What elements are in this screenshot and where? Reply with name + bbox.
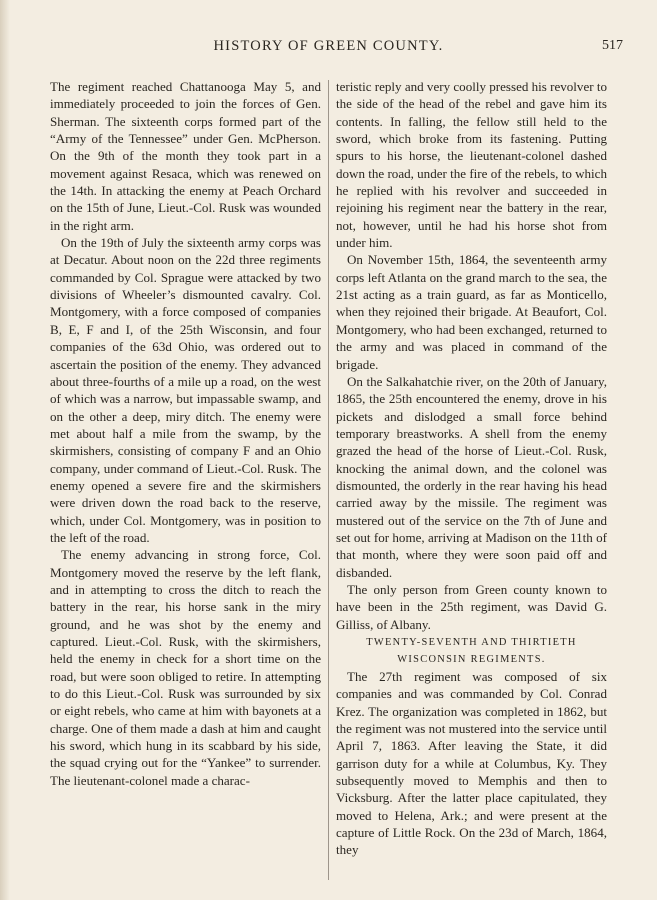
paragraph: The regiment reached Chattanooga May 5, and immediately proceeded to join the forces of Gen. Sherman. The sixteenth corps formed part of the “Army of the Tennessee” under Gen. McPherson. On the 9th of the month they took part in a movement against Resaca, which was renewed on the 14th. In attacking the enemy at Peach Orchard on the 15th of June, Lieut.-Col. Rusk was wounded in the right arm. [50,79,321,233]
page-edge-shadow [0,0,10,900]
right-column [336,78,607,859]
paragraph: The enemy advancing in strong force, Col. Montgomery moved the reserve by the left flank, and in attempting to cross the ditch to reach the battery in the rear, his horse sank in the miry ground, and he was shot by the enemy and captured. Lieut.-Col. Rusk, with the skirmishers, held the enemy in check for a short time on the road, but were soon obliged to retire. In attempting to do this Lieut.-Col. Rusk was surrounded by six or eight rebels, who came at him with bayonets at a charge. One of them made a dash at him and caught his sword, which hung in its scabbard by his side, the squad crying out for the “Yankee” to surrender. The lieutenant-colonel made a charac- [50,547,321,788]
running-header-title: HISTORY OF GREEN COUNTY. [213,38,444,54]
paragraph: On the Salkahatchie river, on the 20th of January, 1865, the 25th encountered the enemy, drove in his pickets and dislodged a small force behind temporary breastworks. A shell from the enemy grazed the head of the horse of Lieut.-Col. Rusk, knocking the animal down, and the colonel was dismounted, the orderly in the rear having his head carried away by the missile. The regiment was mustered out of the service on the 7th of June and set out for home, arriving at Madison on the 11th of that month, where they were soon paid off and disbanded. [336,373,607,580]
paragraph: The only person from Green county known to have been in the 25th regiment, was David G. Gilliss, of Albany. [336,581,607,632]
column-divider [328,80,329,880]
paragraph: On the 19th of July the sixteenth army corps was at Decatur. About noon on the 22d three regiments commanded by Col. Sprague were attacked by two divisions of Wheeler’s dismounted cavalry. Col. Montgomery, with a force composed of companies B, E, F and I, of the 25th Wisconsin, and four companies of the 63d Ohio, was ordered out to ascertain the position of the enemy. They advanced about three-fourths of a mile up a road, on the west of which was a narrow, but impassable swamp, and on the other a deep, miry ditch. The enemy were met about half a mile from the swamp, by the skirmishers, consisting of company F and an Ohio company, under command of Lieut.-Col. Rusk. The enemy opened a severe fire and the skirmishers were driven down the road back to the reserve, which, under Col. Montgomery, was in position to the left of the road. [50,235,321,545]
page-number: 517 [602,38,623,53]
section-heading: TWENTY-SEVENTH AND THIRTIETH WISCONSIN REGIMENTS. [366,637,577,665]
paragraph: teristic reply and very coolly pressed his revolver to the side of the head of the rebel and gave him its contents. In falling, the fellow still held to the sword, which broke from its fastening. Putting spurs to his horse, the lieutenant-colonel dashed down the road, under the fire of the rebels, to which he replied with his revolver and succeeded in rejoining his regiment near the battery in the rear, not, however, until he had his horse shot from under him. [336,79,608,251]
paragraph: The 27th regiment was composed of six companies and was commanded by Col. Conrad Krez. The organization was completed in 1862, but the regiment was not mustered into the service until April 7, 1863. After leaving the State, it did garrison duty for a while at Columbus, Ky. They subsequently moved to Memphis and then to Vicksburg. After the latter place capitulated, they moved to Helena, Ark.; and were present at the capture of Little Rock. On the 23d of March, 1864, they [336,669,607,858]
paragraph: On November 15th, 1864, the seventeenth army corps left Atlanta on the grand march to the sea, the 21st acting as a train guard, as far as Monticello, when they rejoined their brigade. At Beaufort, Col. Montgomery, who had been exchanged, returned to the army and was placed in command of the brigade. [336,252,607,372]
left-column [50,78,321,789]
